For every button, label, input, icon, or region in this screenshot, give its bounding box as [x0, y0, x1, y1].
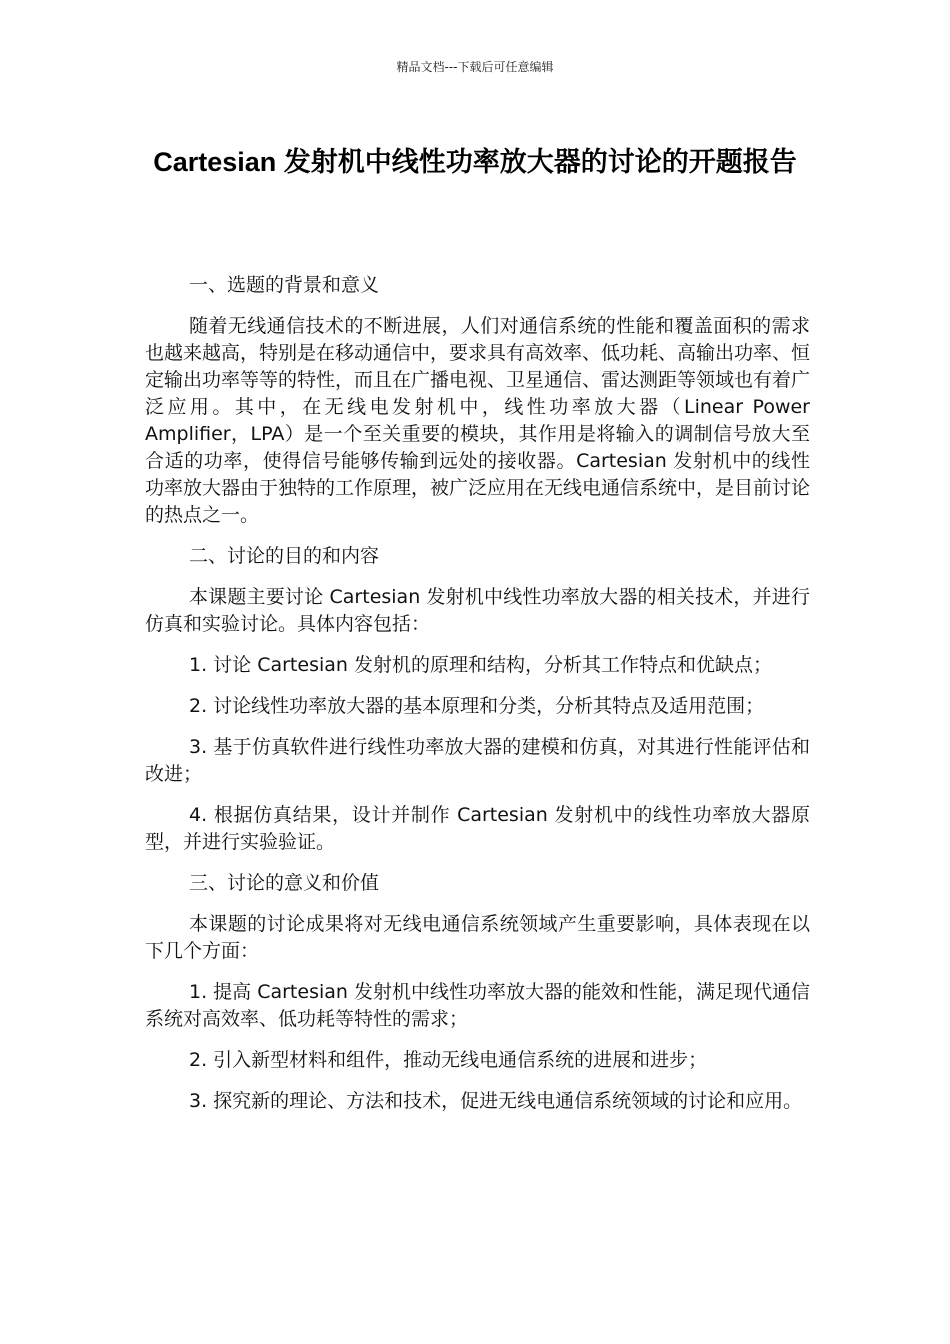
- page-header: 精品文档---下载后可任意编辑: [396, 60, 554, 74]
- document-body: [145, 272, 810, 1129]
- list-item-content-4: 4. 根据仿真结果，设计并制作 Cartesian 发射机中的线性功率放大器原型，并进行实验验证。: [145, 804, 810, 853]
- section-heading-significance: 三、讨论的意义和价值: [189, 872, 380, 894]
- list-item-significance-2: 2. 引入新型材料和组件，推动无线电通信系统的进展和进步；: [189, 1049, 708, 1071]
- document-title: Cartesian 发射机中线性功率放大器的讨论的开题报告: [153, 147, 797, 177]
- list-item-content-3: 3. 基于仿真软件进行线性功率放大器的建模和仿真，对其进行性能评估和改进；: [145, 736, 810, 785]
- list-item-significance-3: 3. 探究新的理论、方法和技术，促进无线电通信系统领域的讨论和应用。: [189, 1090, 803, 1112]
- section-heading-purpose: 二、讨论的目的和内容: [189, 545, 380, 567]
- paragraph-background: 随着无线通信技术的不断进展，人们对通信系统的性能和覆盖面积的需求也越来越高，特别是在移动通信中，要求具有高效率、低功耗、高输出功率、恒定输出功率等等的特性，而且在广播电视、卫星通信、雷达测距等领域也有着广泛应用。其中，在无线电发射机中，线性功率放大器（Linear Power Amplifier，LPA）是一个至关重要的模块，其作用是将输入的调制信号放大至合适的功率，使得信号能够传输到远处的接收器。Cartesian 发射机中的线性功率放大器由于独特的工作原理，被广泛应用在无线电通信系统中，是目前讨论的热点之一。: [145, 315, 811, 526]
- list-item-content-2: 2. 讨论线性功率放大器的基本原理和分类，分析其特点及适用范围；: [189, 695, 765, 717]
- paragraph-significance-intro: 本课题的讨论成果将对无线电通信系统领域产生重要影响，具体表现在以下几个方面：: [145, 913, 810, 962]
- list-item-significance-1: 1. 提高 Cartesian 发射机中线性功率放大器的能效和性能，满足现代通信系统对高效率、低功耗等特性的需求；: [145, 981, 810, 1030]
- list-item-content-1: 1. 讨论 Cartesian 发射机的原理和结构，分析其工作特点和优缺点；: [189, 654, 772, 676]
- paragraph-purpose-intro: 本课题主要讨论 Cartesian 发射机中线性功率放大器的相关技术，并进行仿真和实验讨论。具体内容包括：: [145, 586, 810, 635]
- section-heading-background: 一、选题的背景和意义: [189, 274, 380, 296]
